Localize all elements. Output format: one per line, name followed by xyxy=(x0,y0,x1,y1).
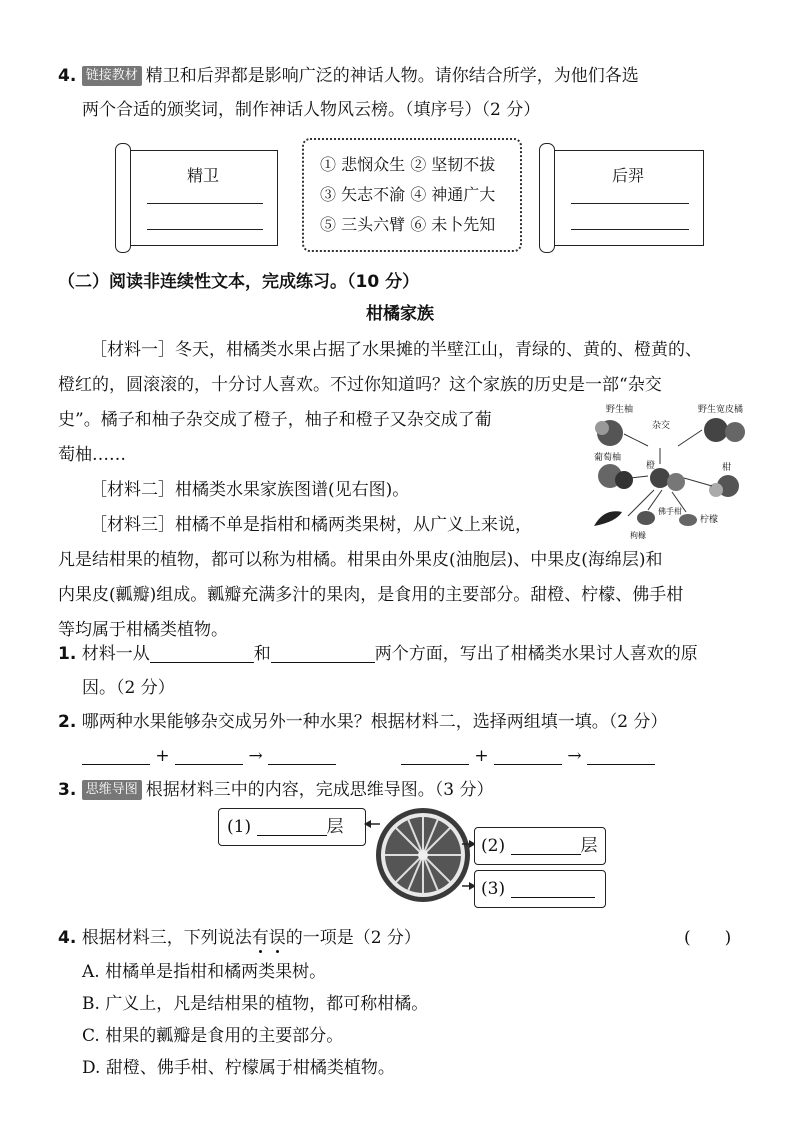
label-citron: 佛手柑 xyxy=(658,507,682,516)
q4a-line1 xyxy=(58,64,639,88)
orange-cross-section xyxy=(374,806,472,904)
q3-line xyxy=(58,778,493,802)
material1-line4: 萄柚…… xyxy=(58,445,126,465)
q2-group2-blank-a[interactable] xyxy=(401,746,469,765)
q1-part1: 材料一从 xyxy=(81,644,150,664)
option-6: ⑥ 未卜先知 xyxy=(410,215,496,234)
fruit-orange xyxy=(650,468,685,491)
mindmap-box-3 xyxy=(474,870,606,908)
fruit-wild-mandarin xyxy=(704,418,745,442)
q1-line1 xyxy=(58,642,698,666)
scroll-jingwei xyxy=(128,150,278,246)
q1-part2: 和 xyxy=(253,644,271,664)
fruit-bergamot xyxy=(594,511,622,526)
q4b-emph-2: 误 xyxy=(268,928,286,948)
scroll-roll-left xyxy=(115,143,131,253)
mindmap-box-2-prefix: (2) xyxy=(481,836,506,856)
award-options xyxy=(320,150,495,240)
label-tangerine: 柑 xyxy=(722,463,732,473)
q4b-text-before: 根据材料三，下列说法 xyxy=(81,928,252,948)
fruit-grapefruit xyxy=(598,464,633,489)
label-bergamot: 枸橼 xyxy=(630,531,646,540)
fruit-wild-pomelo xyxy=(595,420,623,446)
material3-line4: 等均属于柑橘类植物。 xyxy=(58,620,228,640)
q2-arrow: → xyxy=(567,746,582,766)
answer-line[interactable] xyxy=(147,229,263,230)
q4b-line xyxy=(58,926,421,950)
q2-number: 2. xyxy=(58,712,77,732)
option-5: ⑤ 三头六臂 xyxy=(320,215,406,234)
scroll-jingwei-name: 精卫 xyxy=(186,166,219,185)
scroll-houyi-name: 后羿 xyxy=(611,166,644,185)
q1-number: 1. xyxy=(58,644,77,664)
q3-tag: 思维导图 xyxy=(82,780,142,800)
label-wild-pomelo: 野生柚 xyxy=(606,405,634,415)
q2-plus: + xyxy=(155,746,170,766)
mindmap-blank-2[interactable] xyxy=(511,836,581,855)
q4b-option-c[interactable]: C. 柑果的瓤瓣是食用的主要部分。 xyxy=(82,1026,344,1046)
q1-line2: 因。（2 分） xyxy=(82,678,175,698)
option-2: ② 坚韧不拔 xyxy=(410,155,496,174)
q2-group1-blank-b[interactable] xyxy=(175,746,243,765)
scroll-roll-left xyxy=(539,143,555,253)
q3-text: 根据材料三中的内容，完成思维导图。（3 分） xyxy=(145,780,494,800)
section2-heading: （二）阅读非连续性文本，完成练习。（10 分） xyxy=(58,272,420,292)
q4b-number: 4. xyxy=(58,928,77,948)
article-title: 柑橘家族 xyxy=(366,304,434,324)
answer-line[interactable] xyxy=(147,203,263,204)
q2-line xyxy=(58,710,667,734)
q3-number: 3. xyxy=(58,780,77,800)
mindmap-box-1 xyxy=(218,808,366,846)
mindmap-box-2-suffix: 层 xyxy=(580,836,598,856)
citrus-family-diagram xyxy=(588,398,748,543)
fruit-tangerine xyxy=(709,475,739,497)
label-cross: 杂交 xyxy=(652,421,671,431)
option-4: ④ 神通广大 xyxy=(410,185,496,204)
q2-arrow: → xyxy=(248,746,263,766)
q4a-number: 4. xyxy=(58,66,77,86)
q2-group1-blank-a[interactable] xyxy=(82,746,150,765)
material2-line: ［材料二］柑橘类水果家族图谱(见右图)。 xyxy=(90,480,410,500)
q4a-text-line1: 精卫和后羿都是影响广泛的神话人物。请你结合所学，为他们各选 xyxy=(145,66,639,86)
q4b-emph-1: 有 xyxy=(251,928,269,948)
mindmap-box-2 xyxy=(474,827,606,865)
q4b-option-b[interactable]: B. 广义上，凡是结柑果的植物，都可称柑橘。 xyxy=(82,994,429,1014)
award-options-box xyxy=(302,138,522,252)
q2-plus: + xyxy=(474,746,489,766)
mindmap-box-1-prefix: (1) xyxy=(227,817,252,837)
material1-line3: 史”。橘子和柚子杂交成了橙子，柚子和橙子又杂交成了葡 xyxy=(58,410,492,430)
fruit-citron xyxy=(637,511,655,525)
material1-line1: ［材料一］冬天，柑橘类水果占据了水果摊的半壁江山，青绿的、黄的、橙黄的、 xyxy=(90,340,702,360)
mindmap-blank-1[interactable] xyxy=(257,817,327,836)
material3-line3: 内果皮(瓤瓣)组成。瓤瓣充满多汁的果肉，是食用的主要部分。甜橙、柠檬、佛手柑 xyxy=(58,585,684,605)
q4a-tag: 链接教材 xyxy=(82,66,142,86)
q4b-answer-paren[interactable]: ( ) xyxy=(684,928,732,948)
material3-line1: ［材料三］柑橘不单是指柑和橘两类果树，从广义上来说， xyxy=(90,515,532,535)
answer-line[interactable] xyxy=(571,229,689,230)
material3-line2: 凡是结柑果的植物，都可以称为柑橘。柑果由外果皮(油胞层)、中果皮(海绵层)和 xyxy=(58,550,663,570)
q1-blank-2[interactable] xyxy=(271,644,375,663)
material1-line2: 橙红的，圆滚滚的，十分讨人喜欢。不过你知道吗？这个家族的历史是一部“杂交 xyxy=(58,375,662,395)
q4b-option-a[interactable]: A. 柑橘单是指柑和橘两类果树。 xyxy=(82,962,327,982)
q1-blank-1[interactable] xyxy=(150,644,254,663)
q2-text: 哪两种水果能够杂交成另外一种水果？根据材料二，选择两组填一填。（2 分） xyxy=(81,712,668,732)
q2-group2-blank-b[interactable] xyxy=(494,746,562,765)
mindmap-box-1-suffix: 层 xyxy=(326,817,344,837)
q2-group2-blank-c[interactable] xyxy=(587,746,655,765)
label-orange: 橙 xyxy=(646,461,656,471)
q2-group1-blank-c[interactable] xyxy=(268,746,336,765)
scroll-houyi xyxy=(552,150,704,246)
q4a-text-line2: 两个合适的颁奖词，制作神话人物风云榜。（填序号）（2 分） xyxy=(82,100,541,120)
q1-part3: 两个方面，写出了柑橘类水果讨人喜欢的原 xyxy=(374,644,698,664)
mindmap-box-3-prefix: (3) xyxy=(481,879,506,899)
label-wild-mandarin: 野生宽皮橘 xyxy=(698,405,744,415)
option-3: ③ 矢志不渝 xyxy=(320,185,406,204)
label-grapefruit: 葡萄柚 xyxy=(594,453,622,463)
answer-line[interactable] xyxy=(571,203,689,204)
q4b-text-after: 的一项是（2 分） xyxy=(285,928,421,948)
option-1: ① 悲悯众生 xyxy=(320,155,406,174)
q2-blanks-row xyxy=(82,744,655,768)
label-lemon: 柠檬 xyxy=(700,515,719,525)
mindmap-blank-3[interactable] xyxy=(511,879,595,898)
q4b-option-d[interactable]: D. 甜橙、佛手柑、柠檬属于柑橘类植物。 xyxy=(82,1058,395,1078)
